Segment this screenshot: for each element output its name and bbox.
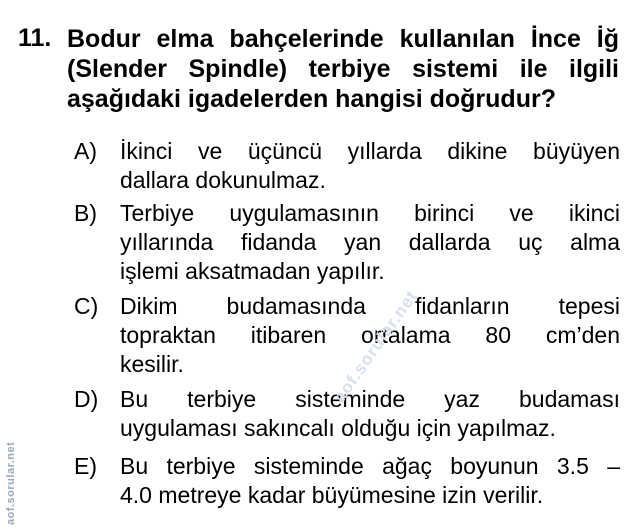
option-line: dallara dokunulmaz. [120, 167, 326, 193]
option-letter: C) [74, 293, 99, 319]
option-line: Bu terbiye sisteminde ağaç boyunun 3.5 – [120, 453, 620, 479]
option-line: yıllarında fidanda yan dallarda uç alma [120, 229, 620, 255]
question-stem-line: aşağıdaki igadelerden hangisi doğrudur? [67, 85, 556, 113]
option-line: topraktan itibaren ortalama 80 cm’den [120, 322, 620, 348]
option-line: Terbiye uygulamasının birinci ve ikinci [120, 200, 620, 226]
option-text [120, 199, 620, 286]
question-stem-line: (Slender Spindle) terbiye sistemi ile ilgili [67, 55, 619, 83]
option-line: işlemi aksatmadan yapılır. [120, 258, 385, 284]
option-text [120, 452, 620, 510]
question-number: 11. [18, 24, 52, 52]
option-line: kesilir. [120, 351, 184, 377]
option-letter: B) [74, 200, 97, 226]
option-letter: D) [74, 386, 99, 412]
option-letter: A) [74, 138, 97, 164]
option-line: Dikim budamasında fidanların tepesi [120, 293, 620, 319]
option-text [120, 137, 620, 195]
side-watermark: aof.sorular.net [5, 441, 17, 525]
option-line: İkinci ve üçüncü yıllarda dikine büyüyen [120, 138, 620, 164]
question-stem [67, 24, 619, 114]
option-line: 4.0 metreye kadar büyümesine izin verilir. [120, 482, 544, 508]
option-letter: E) [74, 453, 97, 479]
option-line: Bu terbiye sisteminde yaz budaması [120, 386, 620, 412]
option-line: uygulaması sakıncalı olduğu için yapılmaz. [120, 415, 556, 441]
option-text [120, 385, 620, 443]
question-stem-line: Bodur elma bahçelerinde kullanılan İnce İğ [67, 25, 619, 53]
diagonal-watermark: aof.sorular.net [330, 286, 422, 406]
